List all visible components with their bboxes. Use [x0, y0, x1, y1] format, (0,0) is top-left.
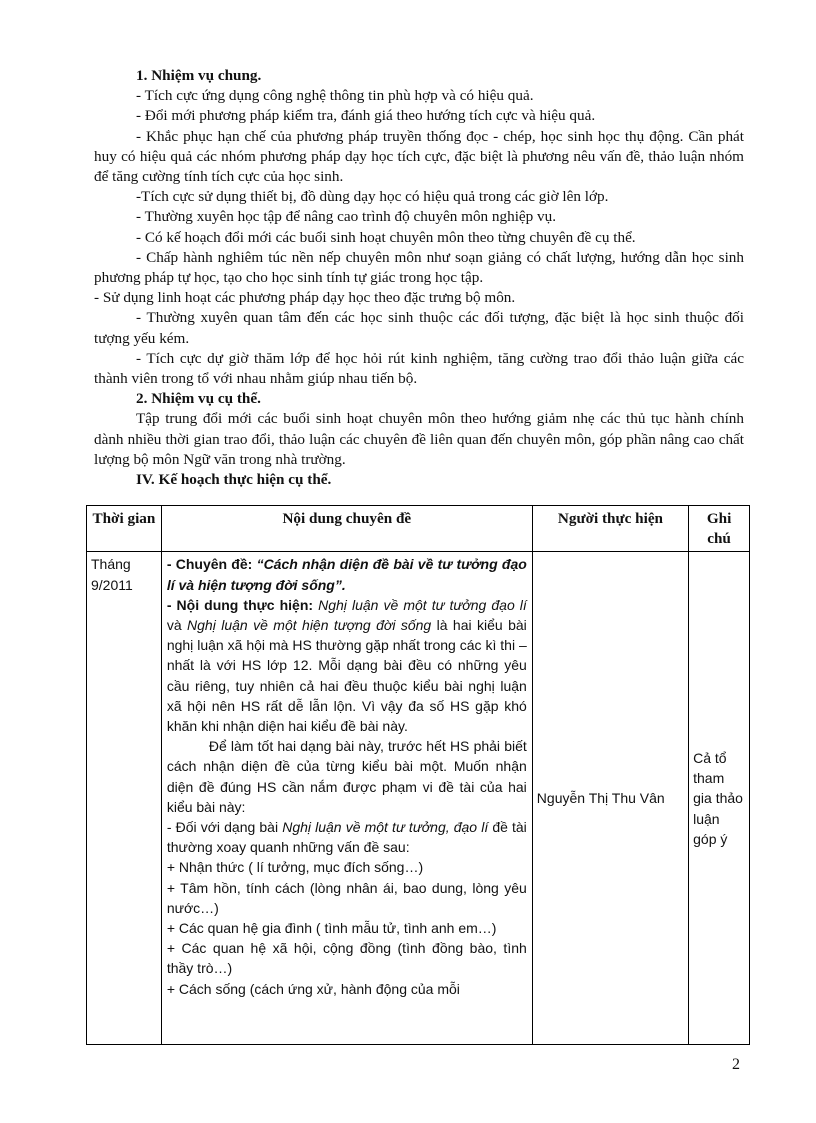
content-paragraph-3 [167, 817, 527, 857]
task-item: -Tích cực sử dụng thiết bị, đồ dùng dạy học có hiệu quả trong các giờ lên lớp. [136, 188, 609, 206]
topic-label: - Chuyên đề: [166, 556, 257, 573]
table-header-row [87, 506, 750, 552]
header-time: Thời gian [87, 506, 162, 552]
cell-content [161, 552, 532, 1045]
table-row [87, 552, 750, 1045]
body-text [94, 66, 744, 490]
topic-line [167, 554, 527, 594]
cell-person [532, 552, 688, 1045]
task-item: - Chấp hành nghiêm túc nền nếp chuyên môn như soạn giảng có chất lượng, hướng dẫn học sinh phương pháp tự học, tạo cho học sinh tính tự giác trong học tập. [94, 248, 744, 287]
specific-tasks-body: Tập trung đổi mới các buổi sinh hoạt chuyên môn theo hướng giảm nhẹ các thủ tục hành chính dành nhiều thời gian trao đổi, thảo luận các chuyên đề liên quan đến chuyên môn, góp phần nâng cao chất lượng bộ môn Ngữ văn trong nhà trường. [94, 410, 744, 468]
cell-note: Cả tổ tham gia thảo luận góp ý [689, 552, 750, 1045]
person-name: Nguyễn Thị Thu Vân [536, 790, 665, 807]
plan-table [86, 505, 750, 1045]
task-item: - Đổi mới phương pháp kiểm tra, đánh giá theo hướng tích cực và hiệu quả. [136, 107, 596, 125]
list-item: + Các quan hệ xã hội, cộng đồng (tình đồng bào, tình thầy trò…) [166, 940, 527, 977]
content-paragraph-2: Để làm tốt hai dạng bài này, trước hết HS phải biết cách nhận diện đề của từng kiểu bài một. Muốn nhận diện đề đúng HS cần nắm được phạm vi đề tài của hai kiểu bài này: [166, 738, 527, 815]
header-content: Nội dung chuyên đề [161, 506, 532, 552]
task-item: - Có kế hoạch đổi mới các buổi sinh hoạt chuyên môn theo từng chuyên đề cụ thể. [136, 228, 636, 246]
section-heading-plan: IV. Kế hoạch thực hiện cụ thể. [136, 471, 332, 489]
page-number: 2 [732, 1056, 740, 1073]
task-item: - Sử dụng linh hoạt các phương pháp dạy học theo đặc trưng bộ môn. [94, 289, 516, 307]
list-item: + Nhận thức ( lí tưởng, mục đích sống…) [166, 859, 424, 876]
cell-time: Tháng 9/2011 [87, 552, 162, 1045]
list-item: + Các quan hệ gia đình ( tình mẫu tử, tình anh em…) [166, 920, 497, 937]
header-note: Ghi chú [689, 506, 750, 552]
kind-2: Nghị luận về một hiện tượng đời sống [187, 617, 432, 634]
list-item: + Tâm hồn, tính cách (lòng nhân ái, bao dung, lòng yêu nước…) [166, 879, 527, 916]
paragraph-3-kind: Nghị luận về một tư tưởng, đạo lí [282, 819, 489, 836]
task-item: - Thường xuyên quan tâm đến các học sinh thuộc các đối tượng, đặc biệt là học sinh thuộc đối tượng yếu kém. [94, 309, 744, 347]
header-person: Người thực hiện [532, 506, 688, 552]
section-heading-specific-tasks: 2. Nhiệm vụ cụ thể. [136, 390, 261, 408]
and-text: và [166, 617, 188, 634]
topic-title: “Cách nhận diện đề bài về tư tưởng đạo lí và hiện tượng đời sống”. [166, 556, 527, 593]
content-label: - Nội dung thực hiện: [166, 596, 319, 613]
content-paragraph-1 [167, 595, 527, 736]
task-item: - Tích cực ứng dụng công nghệ thông tin phù hợp và có hiệu quả. [136, 87, 534, 105]
paragraph-3-start: - Đối với dạng bài [166, 819, 283, 836]
task-item: - Thường xuyên học tập để nâng cao trình độ chuyên môn nghiệp vụ. [136, 208, 557, 226]
task-item: - Tích cực dự giờ thăm lớp để học hỏi rút kinh nghiệm, tăng cường trao đổi thảo luận giữa các thành viên trong tổ với nhau nhằm giúp nhau tiến bộ. [94, 349, 744, 388]
list-item: + Cách sống (cách ứng xử, hành động của mỗi [166, 980, 460, 997]
paragraph-1-rest: là hai kiểu bài nghị luận xã hội mà HS thường gặp nhất trong các kì thi – nhất là với HS lớp 12. Mỗi dạng bài đều có những yêu cầu riêng, tuy nhiên cả hai đều thuộc kiểu bài nghị luận xã hội nên HS rất dễ lẫn lộn. Vì vậy đa số HS gặp khó khăn khi nhận diện hai kiểu đề bài này. [166, 617, 527, 735]
task-item: - Khắc phục hạn chế của phương pháp truyền thống đọc - chép, học sinh học thụ động. Cần phát huy có hiệu quả các nhóm phương pháp dạy học tích cực, đặc biệt là phương nêu vấn đề, thảo luận nhóm để tăng cường tính tích cực của học sinh. [94, 127, 744, 186]
section-heading-general-tasks: 1. Nhiệm vụ chung. [136, 67, 262, 84]
kind-1: Nghị luận về một tư tưởng đạo lí [318, 596, 527, 613]
paragraph-3-rest: đề tài thường xoay quanh những vấn đề sau: [166, 819, 527, 856]
